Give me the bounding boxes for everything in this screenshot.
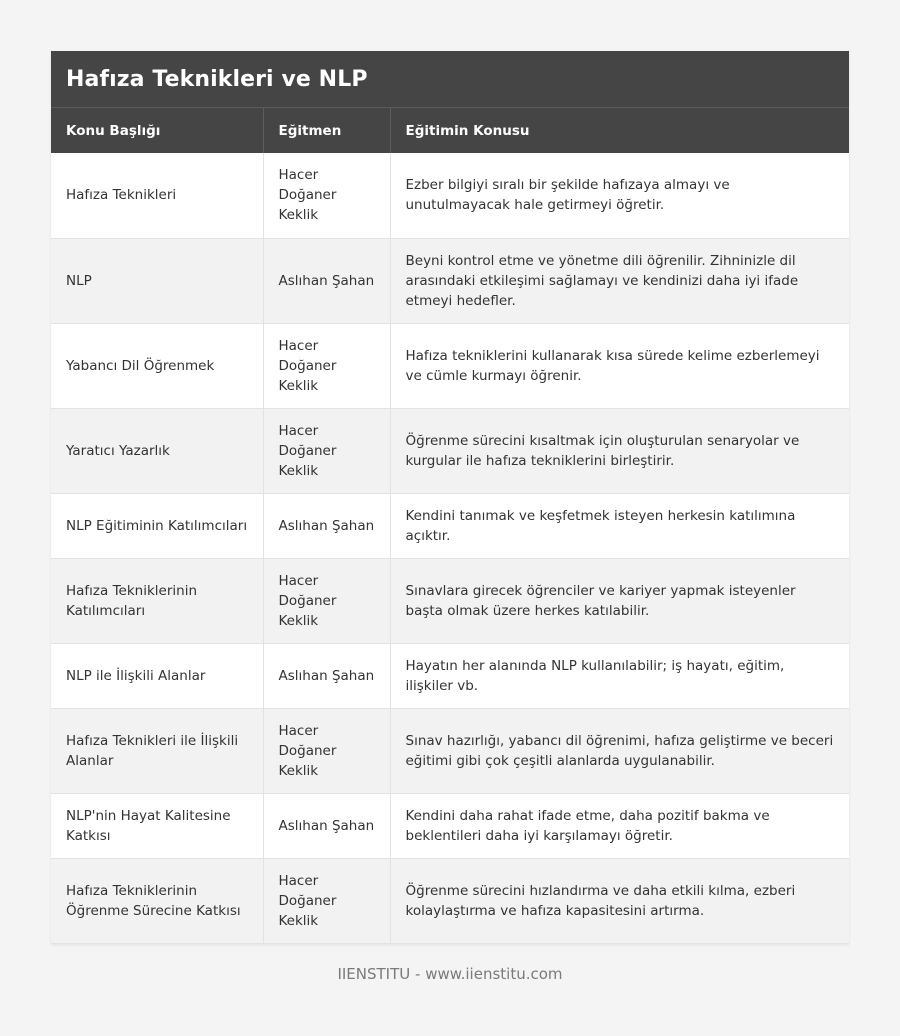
topic-cell: NLP'nin Hayat Kalitesine Katkısı: [51, 793, 263, 858]
subject-cell: Öğrenme sürecini kısaltmak için oluşturulan senaryolar ve kurgular ile hafıza tekniklerini birleştirir.: [390, 408, 849, 493]
instructor-cell: Aslıhan Şahan: [263, 493, 390, 558]
subject-cell: Ezber bilgiyi sıralı bir şekilde hafızaya almayı ve unutulmayacak hale getirmeyi öğretir.: [390, 153, 849, 238]
footer-credit: IIENSTITU - www.iienstitu.com: [337, 965, 563, 983]
table-row: [51, 238, 849, 323]
instructor-cell: Hacer Doğaner Keklik: [263, 323, 390, 408]
instructor-cell: Aslıhan Şahan: [263, 643, 390, 708]
column-header-subject: Eğitimin Konusu: [390, 108, 849, 153]
instructor-cell: Hacer Doğaner Keklik: [263, 153, 390, 238]
subject-cell: Beyni kontrol etme ve yönetme dili öğrenilir. Zihninizle dil arasındaki etkileşimi sağlamayı ve kendinizi daha iyi ifade etmeyi hedefler.: [390, 238, 849, 323]
topic-cell: Hafıza Tekniklerinin Katılımcıları: [51, 558, 263, 643]
table-row: [51, 493, 849, 558]
table-row: [51, 323, 849, 408]
table-title-bar: [51, 51, 849, 108]
table-row: [51, 408, 849, 493]
table-row: [51, 153, 849, 238]
instructor-cell: Aslıhan Şahan: [263, 793, 390, 858]
subject-cell: Öğrenme sürecini hızlandırma ve daha etkili kılma, ezberi kolaylaştırma ve hafıza kapasitesini artırma.: [390, 858, 849, 943]
topic-cell: NLP Eğitiminin Katılımcıları: [51, 493, 263, 558]
table-row: [51, 793, 849, 858]
subject-cell: Kendini daha rahat ifade etme, daha pozitif bakma ve beklentileri daha iyi karşılamayı öğretir.: [390, 793, 849, 858]
subject-cell: Hafıza tekniklerini kullanarak kısa sürede kelime ezberlemeyi ve cümle kurmayı öğrenir.: [390, 323, 849, 408]
table-row: [51, 558, 849, 643]
instructor-cell: Hacer Doğaner Keklik: [263, 408, 390, 493]
course-table: [51, 108, 849, 944]
table-title: Hafıza Teknikleri ve NLP: [66, 66, 368, 92]
subject-cell: Sınavlara girecek öğrenciler ve kariyer yapmak isteyenler başta olmak üzere herkes katılabilir.: [390, 558, 849, 643]
instructor-cell: Hacer Doğaner Keklik: [263, 858, 390, 943]
instructor-cell: Hacer Doğaner Keklik: [263, 708, 390, 793]
subject-cell: Kendini tanımak ve keşfetmek isteyen herkesin katılımına açıktır.: [390, 493, 849, 558]
column-header-instructor: Eğitmen: [263, 108, 390, 153]
topic-cell: Yabancı Dil Öğrenmek: [51, 323, 263, 408]
subject-cell: Sınav hazırlığı, yabancı dil öğrenimi, hafıza geliştirme ve beceri eğitimi gibi çok çeşitli alanlarda uygulanabilir.: [390, 708, 849, 793]
table-row: [51, 858, 849, 943]
topic-cell: Yaratıcı Yazarlık: [51, 408, 263, 493]
subject-cell: Hayatın her alanında NLP kullanılabilir; iş hayatı, eğitim, ilişkiler vb.: [390, 643, 849, 708]
table-header-row: [51, 108, 849, 153]
column-header-topic: Konu Başlığı: [51, 108, 263, 153]
table-row: [51, 708, 849, 793]
topic-cell: Hafıza Tekniklerinin Öğrenme Sürecine Katkısı: [51, 858, 263, 943]
table-card: [51, 51, 849, 944]
topic-cell: Hafıza Teknikleri: [51, 153, 263, 238]
topic-cell: NLP ile İlişkili Alanlar: [51, 643, 263, 708]
table-row: [51, 643, 849, 708]
topic-cell: Hafıza Teknikleri ile İlişkili Alanlar: [51, 708, 263, 793]
topic-cell: NLP: [51, 238, 263, 323]
instructor-cell: Aslıhan Şahan: [263, 238, 390, 323]
instructor-cell: Hacer Doğaner Keklik: [263, 558, 390, 643]
